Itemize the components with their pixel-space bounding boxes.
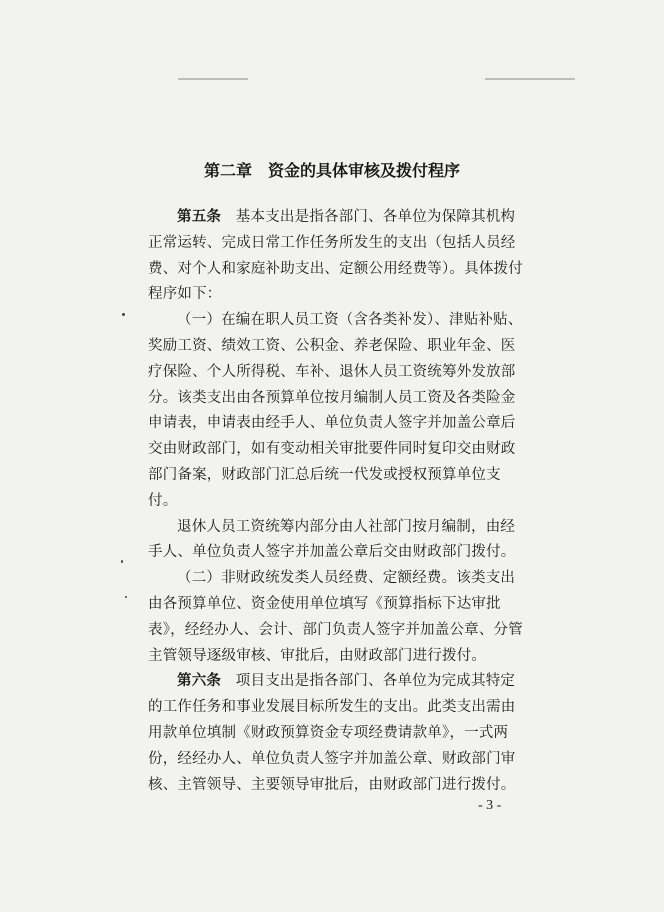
article-5-label: 第五条 — [177, 209, 222, 225]
chapter-title: 第二章 资金的具体审核及拨付程序 — [203, 161, 460, 180]
page-number: - 3 - — [478, 798, 502, 813]
article-5-text: 基本支出是指各部门、各单位为保障其机构正常运转、完成日常工作任务所发生的支出（包括人员经费、对个人和家庭补助支出、定额公用经费等）。具体拨付程序如下： — [148, 209, 523, 303]
scan-speck — [122, 313, 125, 316]
scan-speck — [125, 596, 127, 598]
paragraph-item-1: （一）在编在职人员工资（含各类补发）、津贴补贴、奖励工资、绩效工资、公积金、养老保险、职业年金、医疗保险、个人所得税、车补、退休人员工资统筹外发放部分。该类支出由各预算单位按月编制人员工资及各类险金申请表，申请表由经手人、单位负责人签字并加盖公章后交由财政部门，如有变动相关审批要件同时复印交由财政部门备案，财政部门汇总后统一代发或授权预算单位支付。 — [148, 312, 523, 509]
paragraph-retired-wages: 退休人员工资统筹内部分由人社部门按月编制，由经手人、单位负责人签字并加盖公章后交由财政部门拨付。 — [148, 518, 516, 561]
scan-speck — [121, 560, 123, 563]
article-6-text: 项目支出是指各部门、各单位为完成其特定的工作任务和事业发展目标所发生的支出。此类支出需由用款单位填制《财政预算资金专项经费请款单》，一式两份，经经办人、单位负责人签字并加盖公章、财政部门审核、主管领导、主要领导审批后，由财政部门进行拨付。 — [148, 673, 516, 793]
document-body — [148, 205, 526, 798]
scan-mark-left — [178, 78, 248, 80]
article-6-paragraph — [148, 669, 526, 798]
article-6-label: 第六条 — [177, 673, 222, 690]
article-5-paragraph — [148, 205, 526, 308]
scan-mark-right — [485, 78, 575, 80]
paragraph-item-2: （二）非财政统发类人员经费、定额经费。该类支出由各预算单位、资金使用单位填写《预算指标下达审批表》，经经办人、会计、部门负责人签字并加盖公章、分管主管领导逐级审核、审批后，由财政部门进行拨付。 — [148, 570, 523, 664]
